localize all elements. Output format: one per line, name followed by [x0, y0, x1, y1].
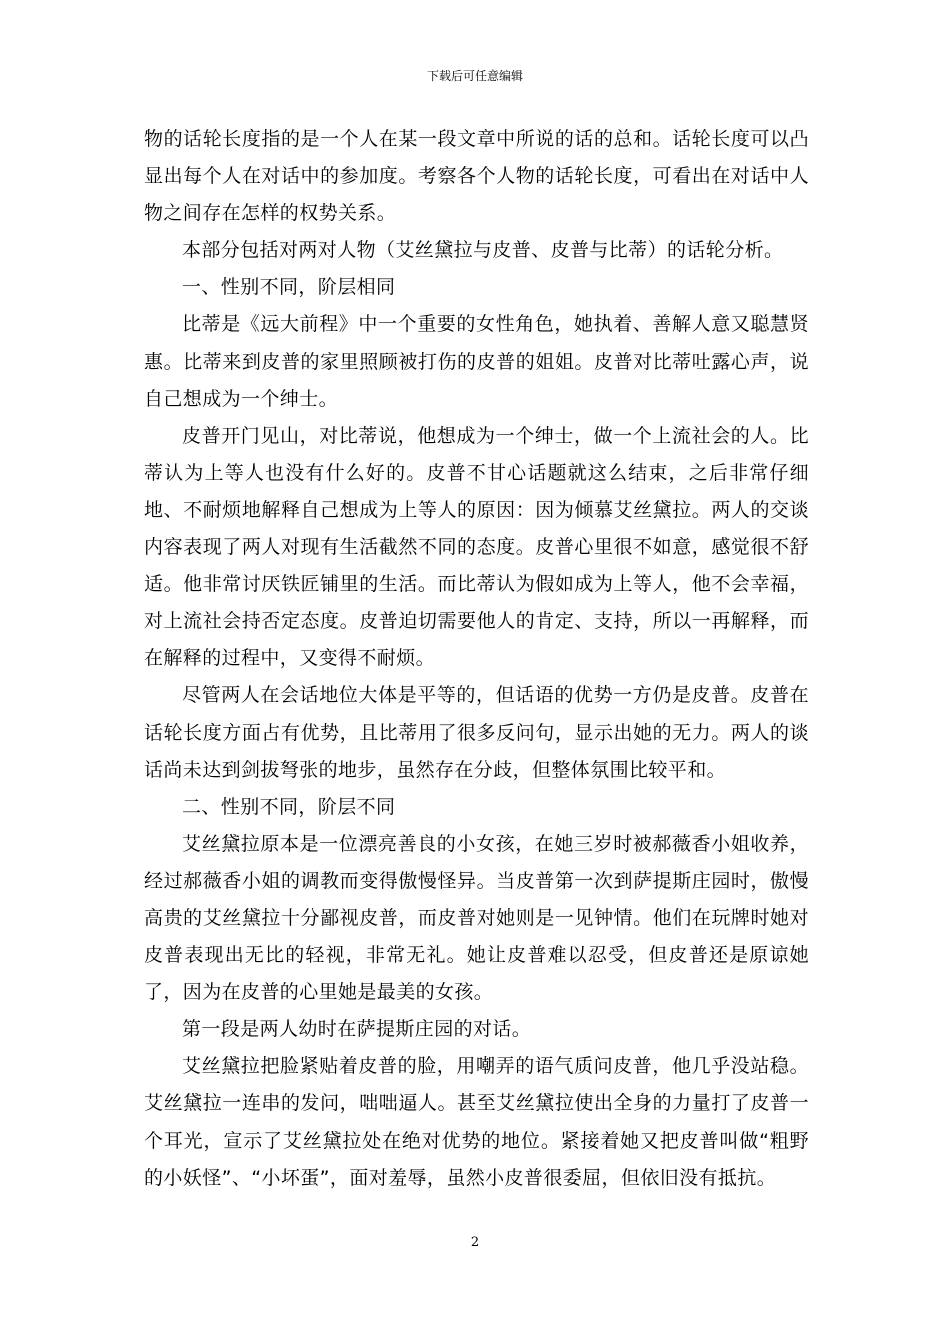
paragraph-7: 第一段是两人幼时在萨提斯庄园的对话。 — [182, 1018, 532, 1041]
document-body — [144, 121, 809, 1197]
section-heading-1: 一、性别不同，阶层相同 — [182, 276, 396, 299]
page-number: 2 — [470, 1235, 480, 1250]
paragraph-3: 比蒂是《远大前程》中一个重要的女性角色，她执着、善解人意又聪慧贤惠。比蒂来到皮普的家里照顾被打伤的皮普的姐姐。皮普对比蒂吐露心声，说自己想成为一个绅士。 — [144, 313, 809, 410]
paragraph-2: 本部分包括对两对人物（艾丝黛拉与皮普、皮普与比蒂）的话轮分析。 — [182, 239, 784, 262]
paragraph-5: 尽管两人在会话地位大体是平等的，但话语的优势一方仍是皮普。皮普在话轮长度方面占有优势，且比蒂用了很多反问句，显示出她的无力。两人的谈话尚未达到剑拔弩张的地步，虽然存在分歧，但整体氛围比较平和。 — [144, 684, 809, 781]
page-header: 下载后可任意编辑 — [426, 69, 523, 83]
section-heading-2: 二、性别不同，阶层不同 — [182, 795, 396, 818]
paragraph-1: 物的话轮长度指的是一个人在某一段文章中所说的话的总和。话轮长度可以凸显出每个人在对话中的参加度。考察各个人物的话轮长度，可看出在对话中人物之间存在怎样的权势关系。 — [144, 128, 809, 225]
paragraph-8: 艾丝黛拉把脸紧贴着皮普的脸，用嘲弄的语气质问皮普，他几乎没站稳。艾丝黛拉一连串的发问，咄咄逼人。甚至艾丝黛拉使出全身的力量打了皮普一个耳光，宣示了艾丝黛拉处在绝对优势的地位。紧接着她又把皮普叫做“粗野的小妖怪”、“小坏蛋”，面对羞辱，虽然小皮普很委屈，但依旧没有抵抗。 — [144, 1055, 809, 1189]
paragraph-6: 艾丝黛拉原本是一位漂亮善良的小女孩，在她三岁时被郝薇香小姐收养，经过郝薇香小姐的调教而变得傲慢怪异。当皮普第一次到萨提斯庄园时，傲慢高贵的艾丝黛拉十分鄙视皮普，而皮普对她则是一见钟情。他们在玩牌时她对皮普表现出无比的轻视，非常无礼。她让皮普难以忍受，但皮普还是原谅她了，因为在皮普的心里她是最美的女孩。 — [144, 832, 809, 1004]
paragraph-4: 皮普开门见山，对比蒂说，他想成为一个绅士，做一个上流社会的人。比蒂认为上等人也没有什么好的。皮普不甘心话题就这么结束，之后非常仔细地、不耐烦地解释自己想成为上等人的原因：因为倾慕艾丝黛拉。两人的交谈内容表现了两人对现有生活截然不同的态度。皮普心里很不如意，感觉很不舒适。他非常讨厌铁匠铺里的生活。而比蒂认为假如成为上等人，他不会幸福，对上流社会持否定态度。皮普迫切需要他人的肯定、支持，所以一再解释，而在解释的过程中，又变得不耐烦。 — [144, 424, 809, 670]
